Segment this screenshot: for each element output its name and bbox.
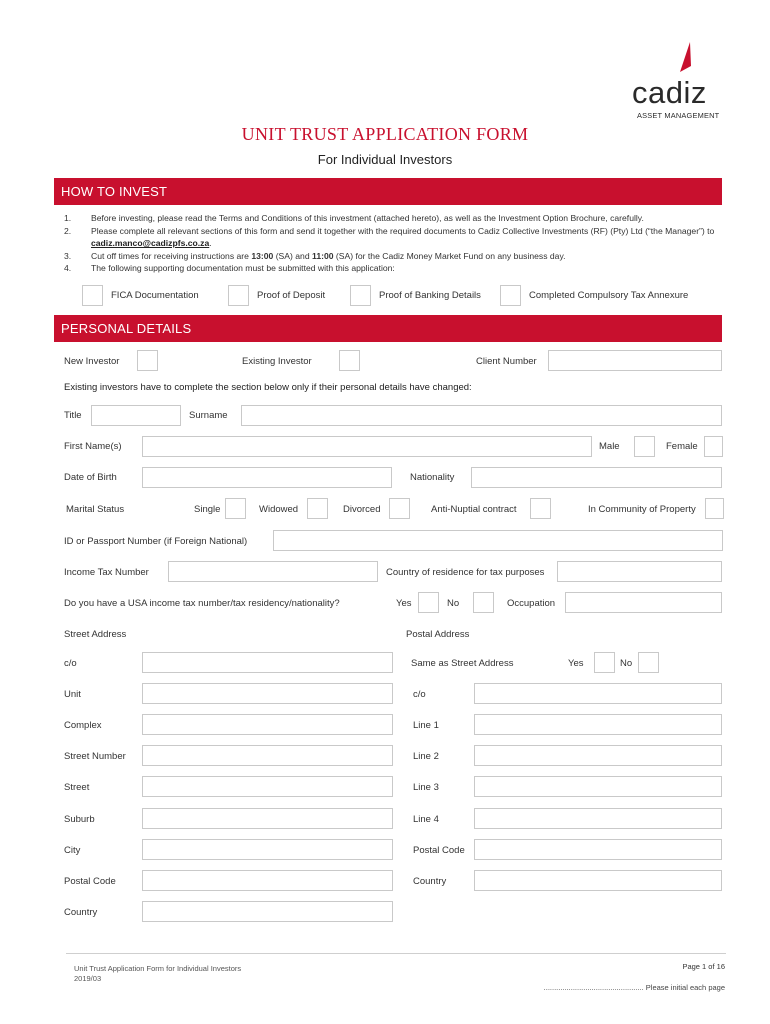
tax-residence-input[interactable] [557, 561, 722, 582]
footer-version: 2019/03 [74, 974, 102, 983]
street-number-label: Street Number [64, 751, 126, 762]
usa-yes-checkbox[interactable] [418, 592, 439, 613]
same-yes-label: Yes [568, 658, 584, 669]
tax-annexure-label: Completed Compulsory Tax Annexure [529, 290, 689, 301]
city-label: City [64, 845, 81, 856]
logo [632, 42, 728, 122]
logo-mark-icon [676, 42, 696, 78]
proof-of-deposit-checkbox[interactable] [228, 285, 249, 306]
street-postal-code-label: Postal Code [64, 876, 116, 887]
same-yes-checkbox[interactable] [594, 652, 615, 673]
same-no-checkbox[interactable] [638, 652, 659, 673]
street-complex-label: Complex [64, 720, 102, 731]
same-no-label: No [620, 658, 633, 669]
email-link[interactable]: cadiz.manco@cadizpfs.co.za [91, 238, 210, 249]
street-co-input[interactable] [142, 652, 393, 673]
instruction-number: 1. [64, 213, 72, 223]
cutoff-time: 11:00 [312, 250, 334, 261]
same-as-street-label: Same as Street Address [411, 658, 514, 669]
anc-checkbox[interactable] [530, 498, 551, 519]
logo-tagline: ASSET MANAGEMENT [637, 111, 720, 120]
form-title: UNIT TRUST APPLICATION FORM [241, 124, 529, 144]
instruction-number: 3. [64, 250, 72, 261]
single-checkbox[interactable] [225, 498, 246, 519]
section-header-personal-details: PERSONAL DETAILS [54, 315, 722, 342]
postal-line3-label: Line 3 [413, 782, 439, 793]
client-number-input[interactable] [548, 350, 722, 371]
icop-checkbox[interactable] [705, 498, 724, 519]
instruction-item [64, 212, 724, 225]
postal-line3-input[interactable] [474, 776, 722, 797]
postal-code-input[interactable] [474, 839, 722, 860]
tax-annexure-checkbox[interactable] [500, 285, 521, 306]
title-label: Title [64, 410, 82, 421]
postal-line2-input[interactable] [474, 745, 722, 766]
widowed-label: Widowed [259, 504, 299, 515]
fica-documentation-label: FICA Documentation [111, 290, 199, 301]
street-unit-input[interactable] [142, 683, 393, 704]
instruction-text-body: Please complete all relevant sections of this form and send it together with the required documents to Cadiz Collective Investments (RF) (Pty) Ltd (“the Manager”) to [91, 225, 715, 236]
usa-question-label: Do you have a USA income tax number/tax residency/nationality? [64, 598, 340, 609]
form-subtitle: For Individual Investors [317, 152, 453, 167]
divorced-checkbox[interactable] [389, 498, 410, 519]
instruction-item [64, 225, 724, 250]
postal-code-label: Postal Code [413, 845, 465, 856]
instruction-text-part: (SA) for the Cadiz Money Market Fund on any business day. [333, 250, 566, 261]
first-names-input[interactable] [142, 436, 592, 457]
street-postal-code-input[interactable] [142, 870, 393, 891]
income-tax-input[interactable] [168, 561, 378, 582]
postal-line4-input[interactable] [474, 808, 722, 829]
anc-label: Anti-Nuptial contract [431, 504, 517, 515]
street-unit-label: Unit [64, 689, 81, 700]
footer-divider [66, 953, 726, 954]
client-number-label: Client Number [476, 356, 537, 367]
male-label: Male [599, 441, 620, 452]
new-investor-checkbox[interactable] [137, 350, 158, 371]
usa-no-checkbox[interactable] [473, 592, 494, 613]
usa-yes-label: Yes [396, 598, 412, 609]
existing-investor-label: Existing Investor [242, 356, 312, 367]
street-number-input[interactable] [142, 745, 393, 766]
instructions-list [64, 212, 724, 275]
instruction-item [64, 250, 724, 263]
postal-co-input[interactable] [474, 683, 722, 704]
marital-status-label: Marital Status [66, 504, 125, 515]
postal-line1-input[interactable] [474, 714, 722, 735]
instruction-text-part: (SA) and [273, 250, 313, 261]
surname-label: Surname [189, 410, 228, 421]
logo-wordmark: cadiz [632, 75, 707, 110]
proof-of-banking-checkbox[interactable] [350, 285, 371, 306]
footer-page-number: Page 1 of 16 [682, 962, 725, 971]
street-input[interactable] [142, 776, 393, 797]
id-passport-input[interactable] [273, 530, 723, 551]
footer-doc-name: Unit Trust Application Form for Individual Investors [74, 964, 242, 973]
instruction-number: 4. [64, 263, 72, 274]
usa-no-label: No [447, 598, 460, 609]
id-passport-label: ID or Passport Number (if Foreign National) [64, 536, 248, 547]
surname-input[interactable] [241, 405, 722, 426]
female-checkbox[interactable] [704, 436, 723, 457]
instruction-item [64, 262, 724, 275]
instruction-text: The following supporting documentation must be submitted with this application: [91, 263, 395, 274]
postal-co-label: c/o [413, 689, 426, 700]
nationality-label: Nationality [410, 472, 455, 483]
dob-label: Date of Birth [64, 472, 117, 483]
street-country-input[interactable] [142, 901, 393, 922]
cutoff-time: 13:00 [251, 250, 274, 261]
city-input[interactable] [142, 839, 393, 860]
street-country-label: Country [64, 907, 98, 918]
fica-documentation-checkbox[interactable] [82, 285, 103, 306]
postal-line1-label: Line 1 [413, 720, 439, 731]
footer-initial-note: ................................................ Please initial each page [543, 983, 725, 992]
instruction-text: Before investing, please read the Terms and Conditions of this investment (attached hereto), as well as the Investment Option Brochure, carefully. [91, 213, 644, 223]
title-input[interactable] [91, 405, 181, 426]
first-names-label: First Name(s) [64, 441, 122, 452]
postal-line2-label: Line 2 [413, 751, 439, 762]
income-tax-label: Income Tax Number [64, 567, 149, 578]
instruction-text-part: Cut off times for receiving instructions are [91, 250, 252, 261]
street-complex-input[interactable] [142, 714, 393, 735]
new-investor-label: New Investor [64, 356, 120, 367]
proof-of-deposit-label: Proof of Deposit [257, 290, 326, 301]
existing-investor-checkbox[interactable] [339, 350, 360, 371]
divorced-label: Divorced [343, 504, 381, 515]
postal-address-heading: Postal Address [406, 629, 470, 640]
street-label: Street [64, 782, 90, 793]
dob-input[interactable] [142, 467, 392, 488]
postal-line4-label: Line 4 [413, 814, 439, 825]
male-checkbox[interactable] [634, 436, 655, 457]
occupation-input[interactable] [565, 592, 722, 613]
proof-of-banking-label: Proof of Banking Details [379, 290, 481, 301]
nationality-input[interactable] [471, 467, 722, 488]
instruction-text-end: . [209, 238, 212, 249]
instruction-text [91, 250, 724, 263]
street-co-label: c/o [64, 658, 77, 669]
female-label: Female [666, 441, 698, 452]
instruction-text [91, 225, 724, 250]
single-label: Single [194, 504, 221, 515]
tax-residence-label: Country of residence for tax purposes [386, 567, 545, 578]
occupation-label: Occupation [507, 598, 556, 609]
suburb-label: Suburb [64, 814, 95, 825]
postal-country-label: Country [413, 876, 447, 887]
widowed-checkbox[interactable] [307, 498, 328, 519]
street-address-heading: Street Address [64, 629, 127, 640]
postal-country-input[interactable] [474, 870, 722, 891]
instruction-number: 2. [64, 225, 72, 236]
existing-investors-note: Existing investors have to complete the section below only if their personal details have changed: [64, 382, 472, 393]
icop-label: In Community of Property [588, 504, 696, 515]
suburb-input[interactable] [142, 808, 393, 829]
section-header-how-to-invest: HOW TO INVEST [54, 178, 722, 205]
